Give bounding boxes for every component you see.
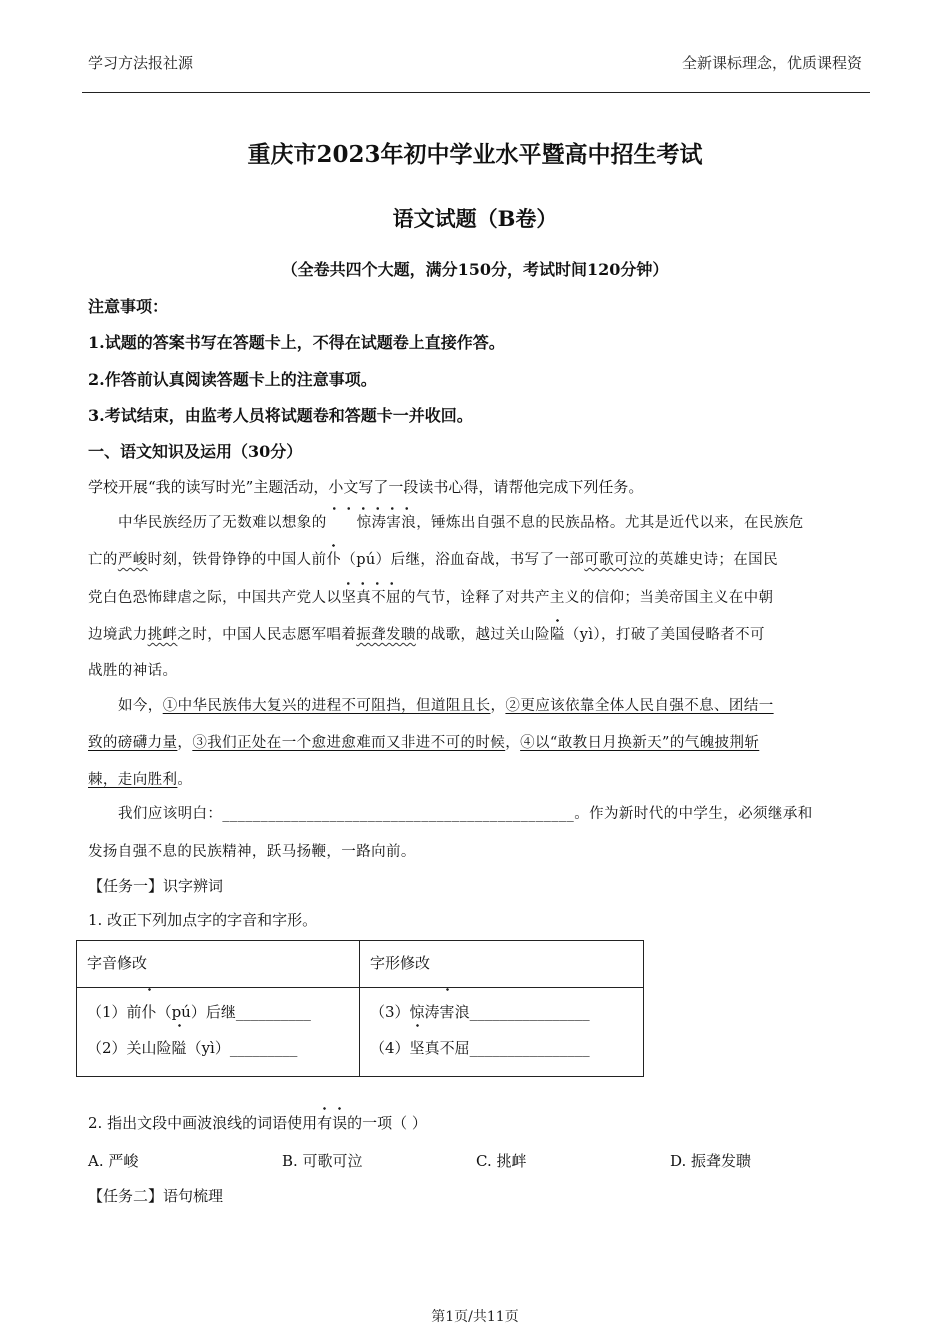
answer-blank[interactable]: ______________________________________________ (222, 806, 575, 822)
table-row[interactable]: （4）坚真不屈________________ (370, 1030, 633, 1066)
notes-heading: 注意事项： (88, 297, 169, 316)
passage-line-2: 亡的严峻时刻，铁骨铮铮的中国人前仆（pú）后继，浴血奋战，书写了一部可歌可泣的英雄史诗；在国民 (88, 552, 778, 568)
passage-p2-line-3: 棘，走向胜利。 (88, 772, 193, 788)
dotted-chars: 坚真不屈 (341, 590, 401, 606)
header-left-text: 学习方法报社源 (88, 54, 194, 72)
passage-p3-line-1: 我们应该明白：______________________________________________。作为新时代的中学生，必须继承和 (118, 806, 813, 822)
dotted-char: 仆 (326, 552, 342, 568)
exam-info: （全卷共四个大题，满分150分，考试时间120分钟） (281, 260, 669, 279)
choice-d[interactable]: D. 振聋发聩 (670, 1152, 752, 1170)
sentence-2: ②更应该依靠全体人民自强不息、团结一 (505, 698, 774, 714)
wavy-word-3: 挑衅 (147, 627, 178, 643)
wavy-word-2: 可歌可泣 (584, 552, 644, 568)
sentence-3: ③我们正处在一个愈进愈难而又非进不可的时候 (192, 735, 506, 751)
correction-table (76, 940, 644, 1077)
choice-a[interactable]: A. 严峻 (88, 1152, 139, 1170)
table-cell-character (360, 988, 644, 1077)
table-row[interactable]: （3）惊涛害浪________________ (370, 994, 633, 1030)
table-row[interactable]: （1）前仆（pú）后继__________ (87, 994, 349, 1030)
question-2: 2. 指出文段中画波浪线的词语使用有误的一项（ ） (88, 1114, 427, 1132)
section-intro: 学校开展“我的读写时光”主题活动，小文写了一段读书心得，请帮他完成下列任务。 (88, 478, 644, 496)
task1-heading: 【任务一】识字辨词 (88, 877, 224, 895)
header-right-text: 全新课标理念，优质课程资 (681, 54, 862, 72)
wavy-word-1: 严峻 (117, 552, 148, 568)
passage-line-4: 边境武力挑衅之时，中国人民志愿军唱着振聋发聩的战歌，越过关山险隘（yì），打破了美国侵略者不可 (88, 627, 765, 643)
table-cell-pronunciation (77, 988, 360, 1077)
passage-line-5: 战胜的神话。 (88, 663, 178, 679)
choice-c[interactable]: C. 挑衅 (476, 1152, 527, 1170)
section-heading: 一、语文知识及运用（30分） (88, 442, 303, 461)
sentence-1: ①中华民族伟大复兴的进程不可阻挡，但道阻且长 (162, 698, 491, 714)
header-divider (82, 92, 870, 93)
table-row[interactable]: （2）关山险隘（yì）_________ (87, 1030, 349, 1066)
passage-line-3: 党白色恐怖肆虐之际，中国共产党人以坚真不屈的气节，诠释了对共产主义的信仰；当美帝国主义在中朝 (88, 590, 774, 606)
wavy-word-4: 振聋发聩 (356, 627, 416, 643)
table-header-character: 字形修改 (360, 941, 644, 988)
question-1: 1. 改正下列加点字的字音和字形。 (88, 911, 318, 929)
note-item-1: 1.试题的答案书写在答题卡上，不得在试题卷上直接作答。 (88, 333, 505, 352)
choice-b[interactable]: B. 可歌可泣 (282, 1152, 363, 1170)
task2-heading: 【任务二】语句梳理 (88, 1187, 224, 1205)
passage-p2-line-2: 致的磅礴力量，③我们正处在一个愈进愈难而又非进不可的时候，④以“敢教日月换新天”的气魄披荆斩 (88, 735, 760, 751)
exam-title: 重庆市2023年初中学业水平暨高中招生考试 (247, 141, 703, 168)
dotted-chars: 惊涛害浪 (327, 513, 417, 533)
note-item-3: 3.考试结束，由监考人员将试题卷和答题卡一并收回。 (88, 406, 473, 425)
passage-p2-line-1: 如今，①中华民族伟大复兴的进程不可阻挡，但道阻且长，②更应该依靠全体人民自强不息、团结一 (118, 698, 774, 714)
subject-title: 语文试题（B卷） (392, 206, 558, 231)
page-number: 第1页/共11页 (431, 1309, 519, 1325)
passage-line-1: 中华民族经历了无数难以想象的 惊涛害浪，锤炼出自强不息的民族品格。尤其是近代以来，在民族危 (118, 515, 804, 531)
dotted-char: 隘 (549, 627, 565, 643)
sentence-4: ④以“敢教日月换新天”的气魄披荆斩 (520, 735, 760, 751)
note-item-2: 2.作答前认真阅读答题卡上的注意事项。 (88, 370, 377, 389)
table-header-pronunciation: 字音修改 (77, 941, 360, 988)
passage-p3-line-2: 发扬自强不息的民族精神，跃马扬鞭，一路向前。 (88, 844, 416, 860)
